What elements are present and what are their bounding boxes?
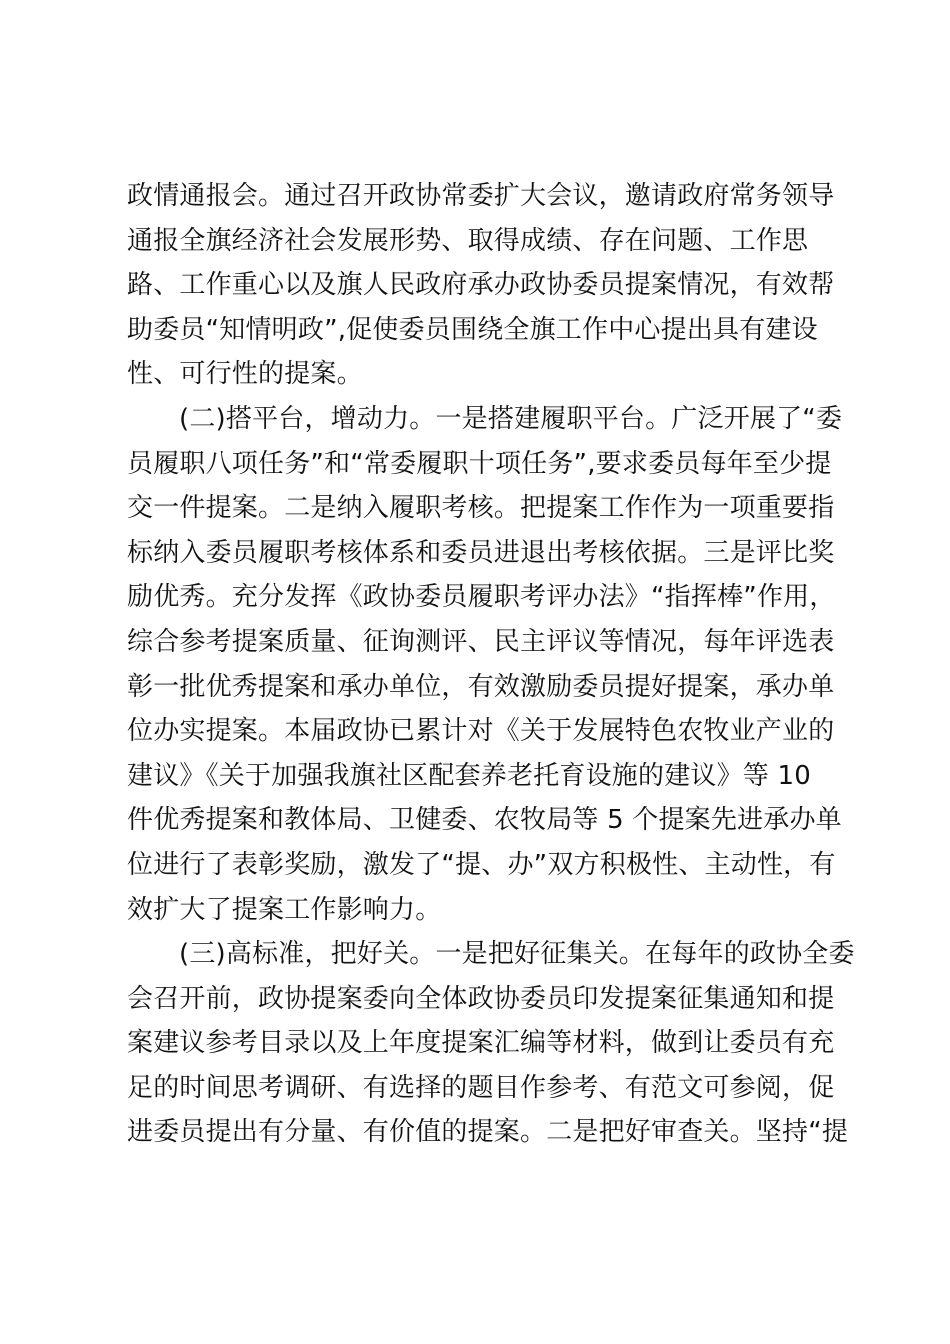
text-line: 助委员“知情明政”,促使委员围绕全旗工作中心提出具有建设 [127, 314, 818, 345]
text-line: 综合参考提案质量、征询测评、民主评议等情况，每年评选表 [127, 626, 835, 657]
text-line: 进委员提出有分量、有价值的提案。二是把好审查关。坚持“提 [127, 1117, 849, 1148]
text-line: 性、可行性的提案。 [127, 359, 363, 390]
paragraph-3 [127, 932, 855, 1155]
text-line: 位办实提案。本届政协已累计对《关于发展特色农牧业产业的 [127, 716, 835, 747]
text-line: 通报全旗经济社会发展形势、取得成绩、存在问题、工作思 [127, 225, 809, 256]
text-line: 会召开前，政协提案委向全体政协委员印发提案征集通知和提 [127, 983, 835, 1014]
paragraph-1 [127, 174, 835, 397]
text-line: 案建议参考目录以及上年度提案汇编等材料，做到让委员有充 [127, 1028, 835, 1059]
text-line: 励优秀。充分发挥《政协委员履职考评办法》“指挥棒”作用， [127, 582, 836, 613]
body-text [127, 174, 855, 1155]
text-line: 位进行了表彰奖励，激发了“提、办”双方积极性、主动性，有 [127, 849, 836, 880]
text-line: 效扩大了提案工作影响力。 [127, 894, 442, 925]
text-line: 足的时间思考调研、有选择的题目作参考、有范文可参阅，促 [127, 1072, 835, 1103]
text-line-heading: (三)高标准，把好关。一是把好征集关。在每年的政协全委 [179, 939, 855, 970]
text-line: 交一件提案。二是纳入履职考核。把提案工作作为一项重要指 [127, 493, 835, 524]
text-line: 员履职八项任务”和“常委履职十项任务”,要求委员每年至少提 [127, 448, 832, 479]
text-line-heading: (二)搭平台，增动力。一是搭建履职平台。广泛开展了“委 [179, 403, 843, 434]
text-line: 建议》《关于加强我旗社区配套养老托育设施的建议》等 10 [127, 760, 811, 791]
text-line: 政情通报会。通过召开政协常委扩大会议，邀请政府常务领导 [127, 181, 835, 211]
text-line: 标纳入委员履职考核体系和委员进退出考核依据。三是评比奖 [127, 537, 835, 568]
text-line: 彰一批优秀提案和承办单位，有效激励委员提好提案，承办单 [127, 671, 835, 702]
text-line: 路、工作重心以及旗人民政府承办政协委员提案情况，有效帮 [127, 270, 835, 301]
text-line: 件优秀提案和教体局、卫健委、农牧局等 5 个提案先进承办单 [127, 805, 842, 836]
paragraph-2 [127, 397, 843, 932]
